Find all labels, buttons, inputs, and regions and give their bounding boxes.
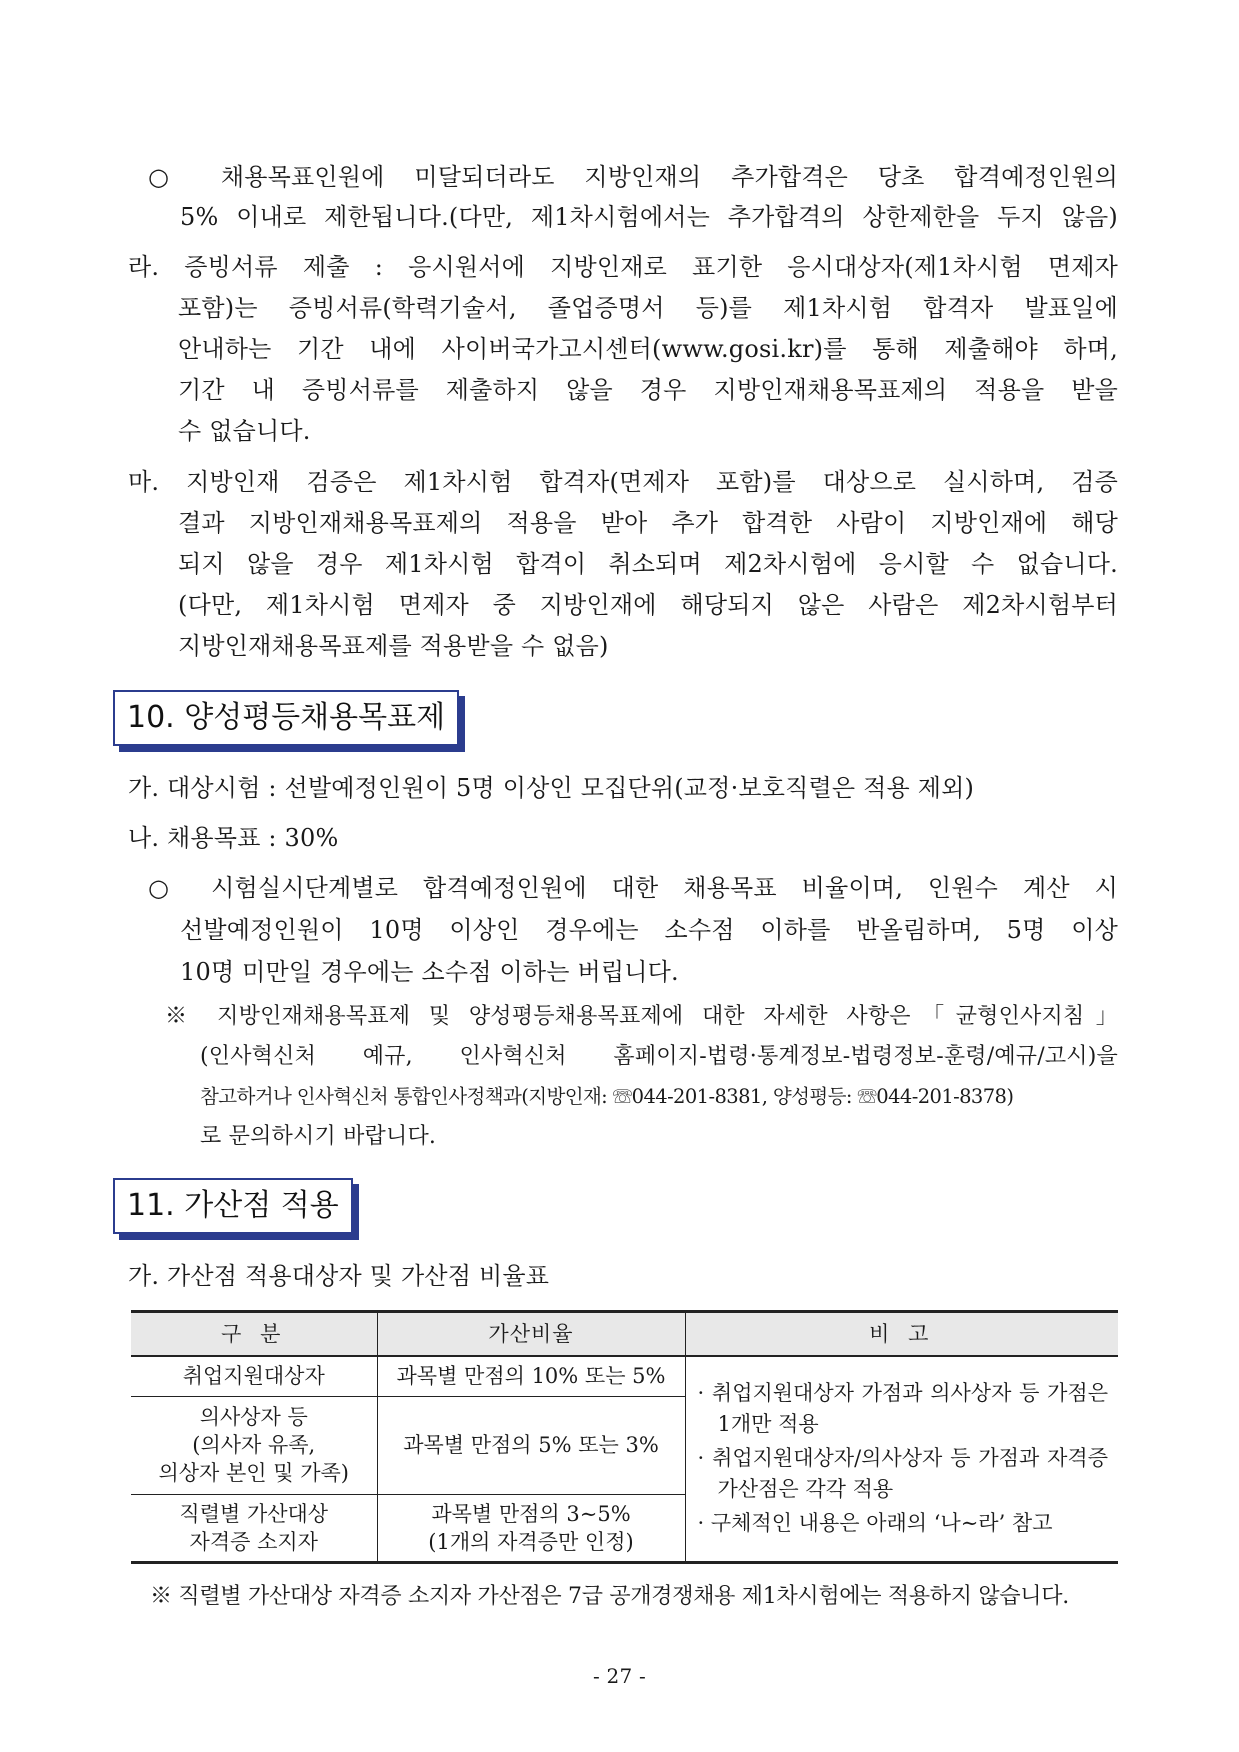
row-rate: 과목별 만점의 5% 또는 3%: [377, 1396, 685, 1494]
item-ra-line: 기간 내 증빙서류를 제출하지 않을 경우 지방인재채용목표제의 적용을 받을: [178, 376, 1118, 404]
reference-note-line: 참고하거나 인사혁신처 통합인사정책과(지방인재: ☏044-201-8381, 양성평등: ☏044-201-8378): [200, 1085, 1014, 1108]
section-11-item-ga: 가. 가산점 적용대상자 및 가산점 비율표: [128, 1262, 550, 1290]
item-ma-line: (다만, 제1차시험 면제자 중 지방인재에 해당되지 않은 사람은 제2차시험부터: [178, 591, 1118, 619]
reference-note-line: (인사혁신처 예규, 인사혁신처 홈페이지-법령·통계정보-법령정보-훈령/예규/고시)을: [200, 1044, 1118, 1069]
remark-item: · 구체적인 내용은 아래의 ‘나∼라’ 참고: [697, 1511, 1053, 1536]
item-ma-line: 결과 지방인재채용목표제의 적용을 받아 추가 합격한 사람이 지방인재에 해당: [178, 509, 1118, 537]
item-ra-line: 수 없습니다.: [178, 417, 311, 445]
header-rate: 가산비율: [377, 1312, 685, 1357]
section-10-item-ga: 가. 대상시험 : 선발예정인원이 5명 이상인 모집단위(교정·보호직렬은 적용 제외): [128, 774, 975, 802]
row-category: [131, 1494, 377, 1562]
category-line: 의사상자 등: [199, 1405, 308, 1429]
rate-line: (1개의 자격증만 인정): [428, 1529, 634, 1554]
row-category: 취업지원대상자: [131, 1356, 377, 1396]
item-ma-line: 지방인재채용목표제를 적용받을 수 없음): [178, 632, 609, 660]
remarks-cell: [685, 1356, 1118, 1562]
circle-note-line: 5% 이내로 제한됩니다.(다만, 제1차시험에서는 추가합격의 상한제한을 두지 않음): [180, 203, 1118, 231]
item-ma-line: 되지 않을 경우 제1차시험 합격이 취소되며 제2차시험에 응시할 수 없습니다.: [178, 550, 1118, 578]
rate-line: 과목별 만점의 3∼5%: [431, 1501, 631, 1526]
category-line: 자격증 소지자: [189, 1529, 318, 1554]
reference-note-line: ※ 지방인재채용목표제 및 양성평등채용목표제에 대한 자세한 사항은「균형인사지침」: [165, 1004, 1118, 1029]
item-ma-line: 마. 지방인재 검증은 제1차시험 합격자(면제자 포함)를 대상으로 실시하며, 검증: [128, 468, 1118, 496]
table-header-row: [131, 1312, 1118, 1357]
reference-note-line: 로 문의하시기 바랍니다.: [200, 1124, 437, 1149]
category-line: 의상자 본인 및 가족): [158, 1461, 349, 1485]
category-line: (의사자 유족,: [192, 1433, 316, 1457]
row-category: [131, 1396, 377, 1494]
page-number: - 27 -: [593, 1664, 646, 1688]
header-category: 구 분: [131, 1312, 377, 1357]
item-ra-line: 포함)는 증빙서류(학력기술서, 졸업증명서 등)를 제1차시험 합격자 발표일에: [178, 294, 1118, 322]
section-10-item-na: 나. 채용목표 : 30%: [128, 824, 339, 852]
row-rate: 과목별 만점의 10% 또는 5%: [377, 1356, 685, 1396]
section-10-circle-note-line: ○ 시험실시단계별로 합격예정인원에 대한 채용목표 비율이며, 인원수 계산 시: [148, 874, 1118, 902]
circle-note-line: ○ 채용목표인원에 미달되더라도 지방인재의 추가합격은 당초 합격예정인원의: [148, 163, 1118, 191]
header-remarks: 비 고: [685, 1312, 1118, 1357]
section-10-circle-note-line: 10명 미만일 경우에는 소수점 이하는 버립니다.: [180, 958, 679, 986]
row-rate: [377, 1494, 685, 1562]
item-ra-line: 라. 증빙서류 제출 : 응시원서에 지방인재로 표기한 응시대상자(제1차시험 면제자: [128, 253, 1118, 281]
section-11-heading: 11. 가산점 적용: [113, 1178, 353, 1234]
table-row: [131, 1356, 1118, 1396]
bonus-points-table: [131, 1310, 1118, 1564]
remark-item: · 취업지원대상자/의사상자 등 가점과 자격증 가산점은 각각 적용: [697, 1446, 1108, 1502]
category-line: 직렬별 가산대상: [179, 1501, 329, 1526]
item-ra-line: 안내하는 기간 내에 사이버국가고시센터(www.gosi.kr)를 통해 제출해야 하며,: [178, 335, 1118, 363]
section-10-heading: 10. 양성평등채용목표제: [113, 690, 459, 746]
remark-item: · 취업지원대상자 가점과 의사상자 등 가점은 1개만 적용: [697, 1381, 1108, 1437]
table-footnote: ※ 직렬별 가산대상 자격증 소지자 가산점은 7급 공개경쟁채용 제1차시험에는 적용하지 않습니다.: [150, 1584, 1069, 1609]
section-10-circle-note-line: 선발예정인원이 10명 이상인 경우에는 소수점 이하를 반올림하며, 5명 이상: [180, 916, 1118, 944]
